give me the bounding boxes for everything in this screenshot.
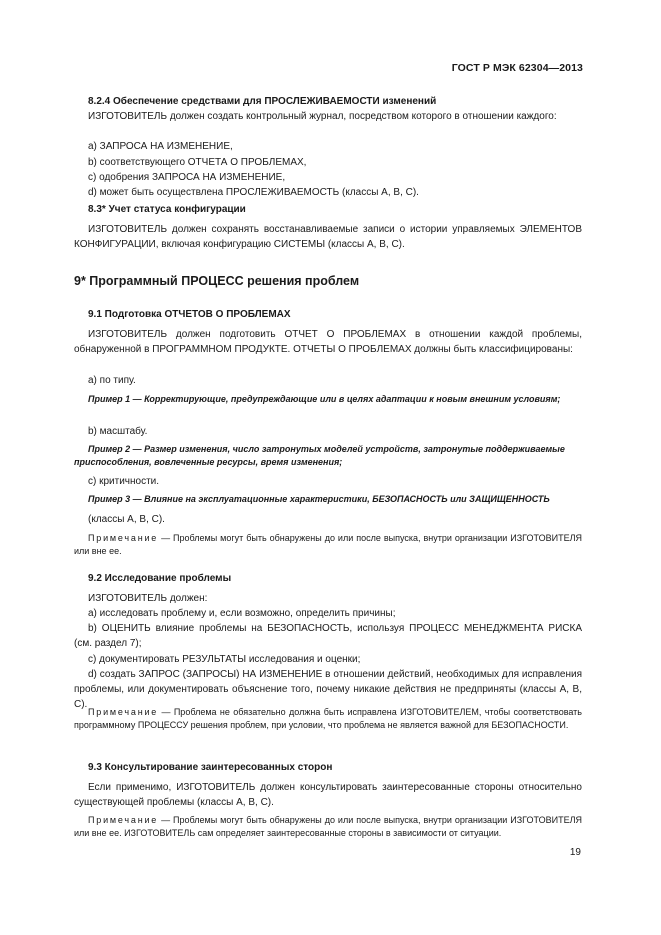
document-header: ГОСТ Р МЭК 62304—2013: [451, 62, 583, 74]
example-1: Пример 1 — Корректирующие, предупреждающие или в целях адаптации к новым внешним условиям;: [88, 394, 561, 404]
paragraph-9-1: ИЗГОТОВИТЕЛЬ должен подготовить ОТЧЕТ О ПРОБЛЕМАХ в отношении каждой проблемы, обнаруженной в ПРОГРАММНОМ ПРОДУКТЕ. ОТЧЕТЫ О ПРОБЛЕМАХ должны быть классифицированы:: [74, 329, 582, 355]
list-item: b) соответствующего ОТЧЕТА О ПРОБЛЕМАХ,: [88, 157, 307, 168]
list-item: a) ЗАПРОСА НА ИЗМЕНЕНИЕ,: [88, 141, 233, 152]
paragraph-8-3: ИЗГОТОВИТЕЛЬ должен сохранять восстанавливаемые записи о истории управляемых ЭЛЕМЕНТОВ КОНФИГУРАЦИИ, включая конфигурацию СИСТЕМЫ (классы A, B, C).: [74, 224, 582, 250]
note-text: — Проблемы могут быть обнаружены до или после выпуска, внутри организации ИЗГОТОВИТЕЛЯ или вне ее.: [74, 533, 582, 556]
note-9-2: [74, 706, 582, 732]
note-text: — Проблемы могут быть обнаружены до или после выпуска, внутри организации ИЗГОТОВИТЕЛЯ или вне ее. ИЗГОТОВИТЕЛЬ сам определяет заинтересованные стороны в зависимости от ситуации.: [74, 815, 582, 838]
section-title-9-3: 9.3 Консультирование заинтересованных сторон: [88, 762, 333, 773]
list-item: c) одобрения ЗАПРОСА НА ИЗМЕНЕНИЕ,: [88, 172, 286, 183]
note-text: — Проблема не обязательно должна быть исправлена ИЗГОТОВИТЕЛЕМ, чтобы соответствовать программному ПРОЦЕССУ решения проблем, при условии, что проблема не является важной для БЕЗОПАСНОСТИ.: [74, 707, 582, 730]
section-title-8-2-4: 8.2.4 Обеспечение средствами для ПРОСЛЕЖИВАЕМОСТИ изменений: [88, 96, 437, 107]
note-label: Примечание: [88, 707, 159, 717]
list-item: c) документировать РЕЗУЛЬТАТЫ исследования и оценки;: [88, 654, 361, 665]
list-item: a) по типу.: [88, 375, 136, 386]
example-2: Пример 2 — Размер изменения, число затронутых моделей устройств, затронутые поддерживаемые приспособления, вовлеченные ресурсы, время изменения;: [74, 444, 565, 467]
paragraph-9-3: Если применимо, ИЗГОТОВИТЕЛЬ должен консультировать заинтересованные стороны относительно существующей проблемы (классы A, B, C).: [74, 782, 582, 808]
list-item: a) исследовать проблему и, если возможно, определить причины;: [88, 608, 396, 619]
paragraph-8-2-4: ИЗГОТОВИТЕЛЬ должен создать контрольный журнал, посредством которого в отношении каждого:: [88, 111, 557, 122]
paragraph-9-2: ИЗГОТОВИТЕЛЬ должен:: [88, 593, 208, 604]
page-number: 19: [569, 847, 581, 858]
note-label: Примечание: [88, 533, 159, 543]
section-title-8-3: 8.3* Учет статуса конфигурации: [88, 204, 246, 215]
list-item: c) критичности.: [88, 476, 160, 487]
classes-text: (классы A, B, C).: [88, 514, 165, 525]
chapter-title-9: 9* Программный ПРОЦЕСС решения проблем: [74, 274, 360, 288]
section-title-9-2: 9.2 Исследование проблемы: [88, 573, 232, 584]
list-item: d) создать ЗАПРОС (ЗАПРОСЫ) НА ИЗМЕНЕНИЕ в отношении действий, необходимых для исправления проблемы, или документировать объяснение того, почему никакие действия не предприняты (классы A, B, C).: [74, 669, 582, 710]
section-title-9-1: 9.1 Подготовка ОТЧЕТОВ О ПРОБЛЕМАХ: [88, 309, 291, 320]
list-item: d) может быть осуществлена ПРОСЛЕЖИВАЕМОСТЬ (классы A, B, C).: [88, 187, 419, 198]
note-9-3: [74, 814, 582, 840]
list-item: b) ОЦЕНИТЬ влияние проблемы на БЕЗОПАСНОСТЬ, используя ПРОЦЕСС МЕНЕДЖМЕНТА РИСКА (см. раздел 7);: [74, 623, 582, 649]
list-item: b) масштабу.: [88, 426, 148, 437]
example-3: Пример 3 — Влияние на эксплуатационные характеристики, БЕЗОПАСНОСТЬ или ЗАЩИЩЕННОСТЬ: [88, 494, 550, 504]
note-9-1: [74, 532, 582, 558]
note-label: Примечание: [88, 815, 159, 825]
